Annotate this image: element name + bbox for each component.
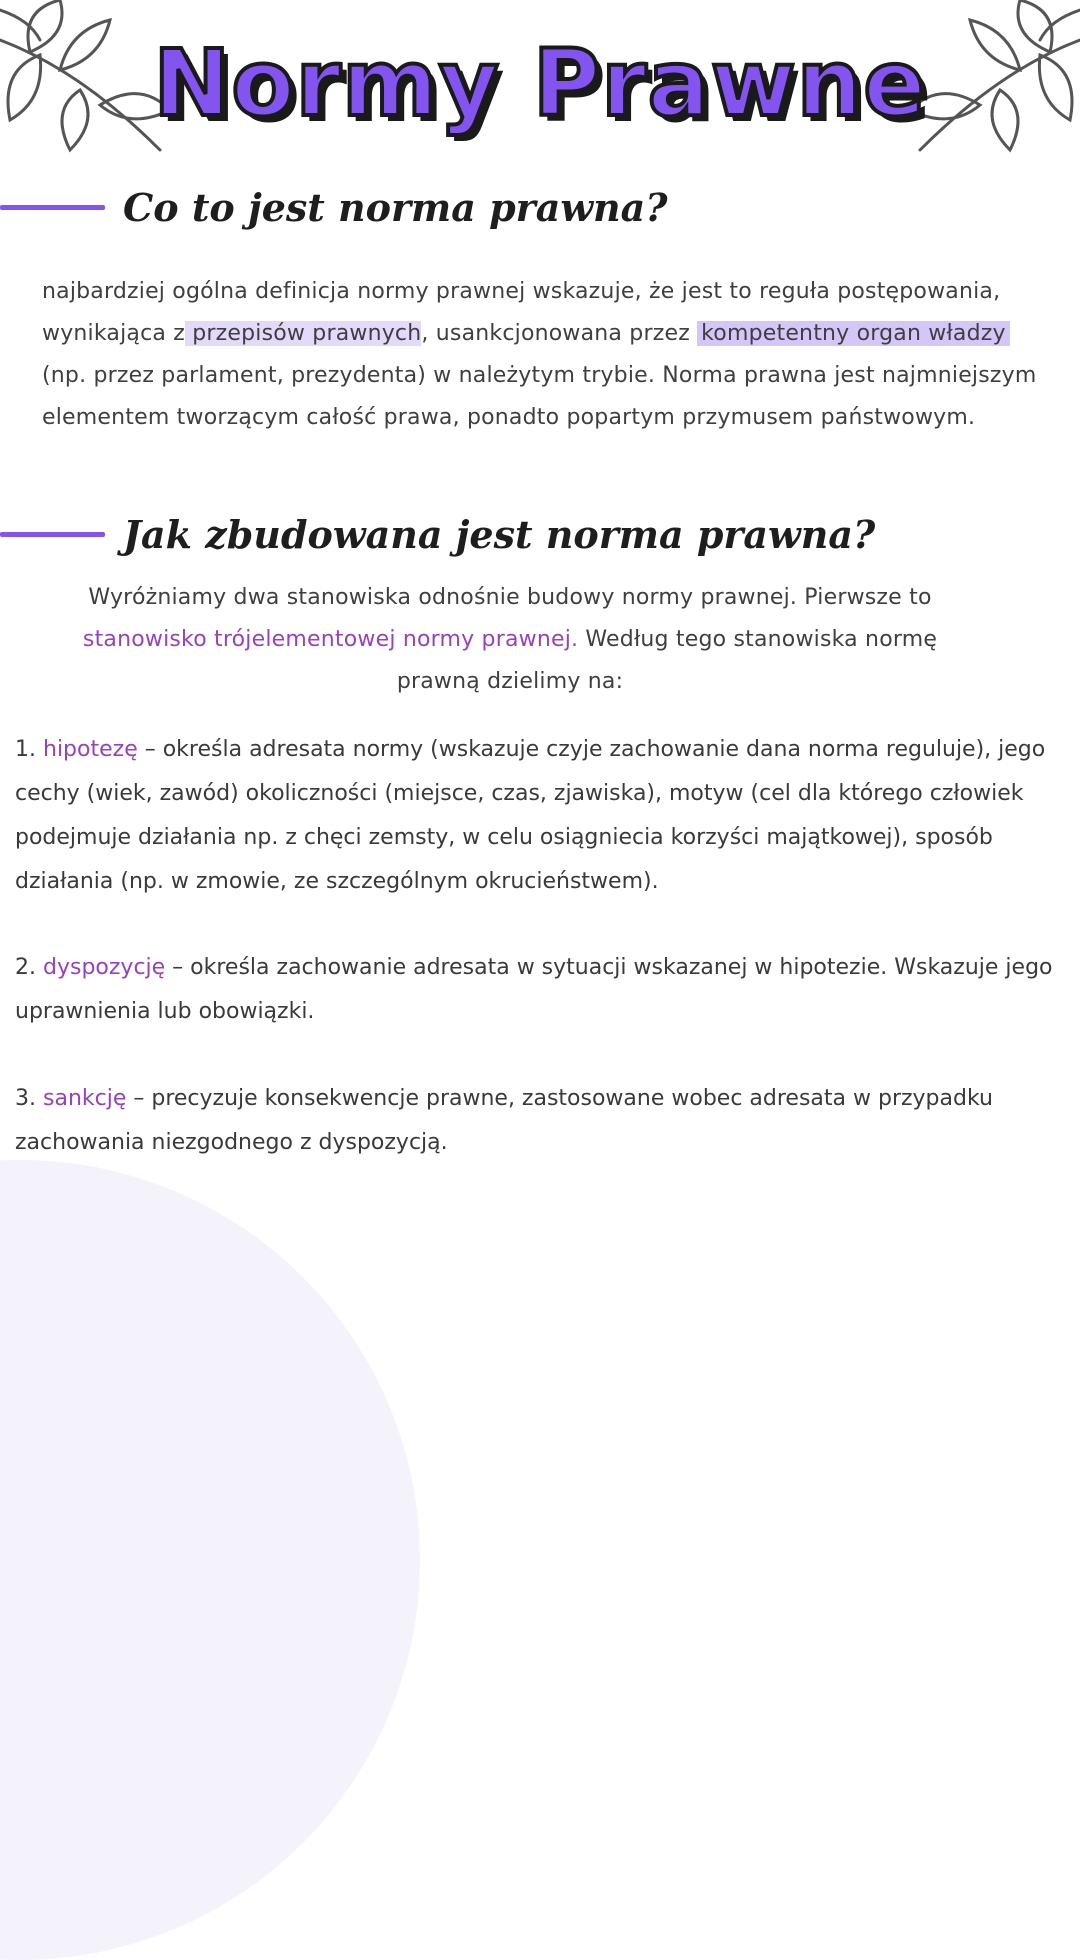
heading-accent-line: [0, 205, 105, 210]
highlight-przepisy: przepisów prawnych: [185, 321, 422, 346]
section-heading-structure: [0, 512, 875, 557]
item-text: – określa zachowanie adresata w sytuacji wskazanej w hipotezie. Wskazuje jego uprawnienia lub obowiązki.: [15, 955, 1053, 1024]
section-heading-definition: [0, 185, 668, 230]
intro-text: Według tego stanowiska normę: [578, 627, 938, 652]
heading-text: Co to jest norma prawna?: [123, 185, 668, 230]
item-text: – precyzuje konsekwencje prawne, zastosowane wobec adresata w przypadku zachowania niezgodnego z dyspozycją.: [15, 1086, 993, 1155]
highlight-organ: kompetentny organ władzy: [697, 321, 1010, 346]
paragraph-text: (np. przez parlament, prezydenta) w należytym trybie. Norma prawna jest najmniejszym elementem tworzącym całość prawa, ponadto popartym przymusem państwowym.: [42, 363, 1037, 430]
heading-accent-line: [0, 532, 105, 537]
list-item: [15, 946, 1075, 1034]
heading-text: Jak zbudowana jest norma prawna?: [123, 512, 876, 557]
item-number: 1.: [15, 737, 36, 762]
item-term: dyspozycję: [43, 955, 166, 980]
paragraph-text: najbardziej ogólna definicja normy prawnej wskazuje, że jest to reguła postępowania, wynikająca z: [42, 279, 1001, 346]
item-term: hipotezę: [43, 737, 138, 762]
definition-paragraph: [42, 271, 1042, 439]
page-title: Normy Prawne: [153, 30, 927, 137]
intro-text: Wyróżniamy dwa stanowiska odnośnie budowy normy prawnej. Pierwsze to: [88, 585, 932, 610]
item-number: 3.: [15, 1086, 36, 1111]
item-number: 2.: [15, 955, 36, 980]
paragraph-text: , usankcjonowana przez: [421, 321, 690, 346]
background-circle: [0, 1160, 420, 1960]
intro-term: stanowisko trójelementowej normy prawnej.: [82, 627, 579, 652]
structure-intro: [40, 577, 980, 703]
item-term: sankcję: [43, 1086, 127, 1111]
list-item: [15, 1077, 1075, 1165]
item-text: – określa adresata normy (wskazuje czyje zachowanie dana norma reguluje), jego cechy (wiek, zawód) okoliczności (miejsce, czas, zjawiska), motyw (cel dla którego człowiek podejmuje działania np. z chęci zemsty, w celu osiągniecia korzyści majątkowej), sposób działania (np. w zmowie, ze szczególnym okrucieństwem).: [15, 737, 1046, 894]
list-item: [15, 728, 1075, 904]
intro-text: prawną dzielimy na:: [396, 669, 624, 694]
